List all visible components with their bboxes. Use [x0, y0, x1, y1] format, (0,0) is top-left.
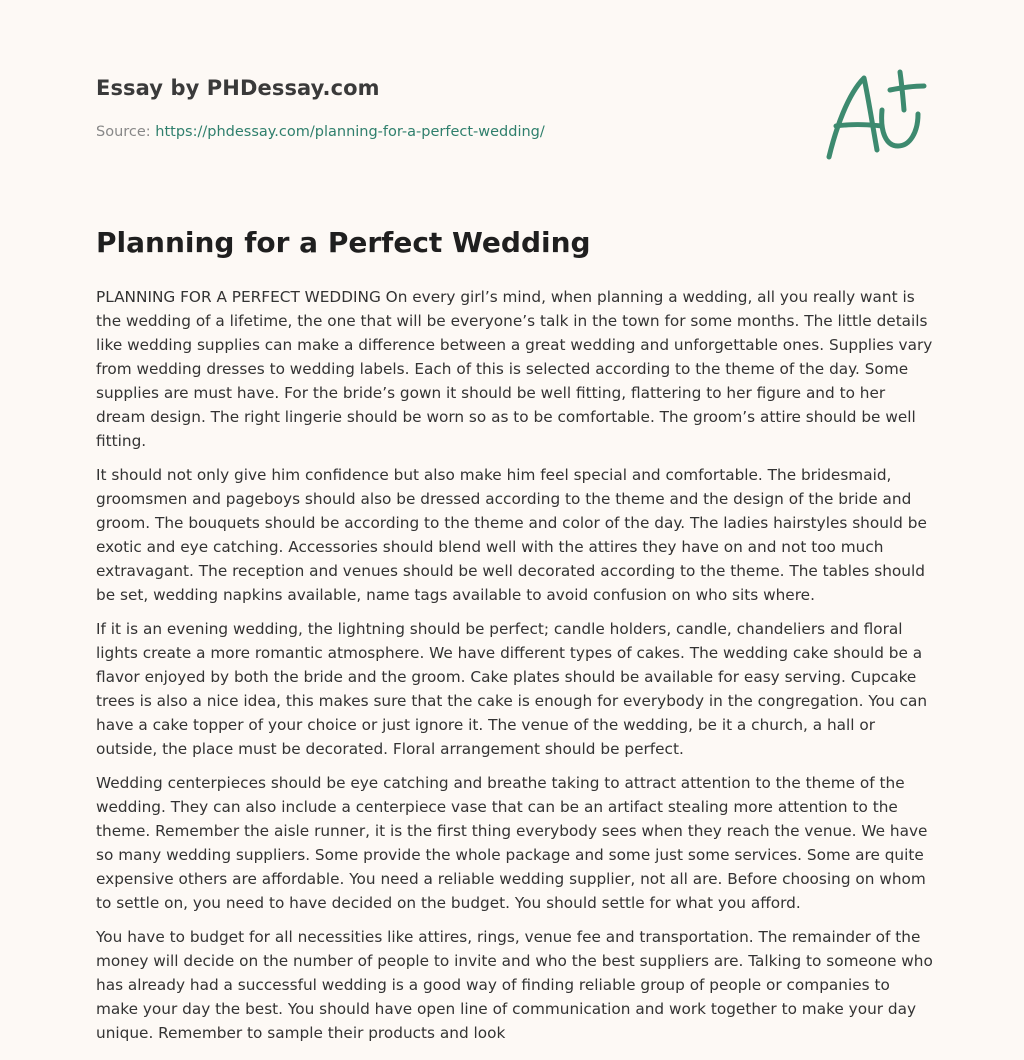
essay-title: Planning for a Perfect Wedding: [96, 226, 591, 259]
source-link[interactable]: https://phdessay.com/planning-for-a-perfect-wedding/: [155, 124, 545, 140]
essay-body: [96, 285, 934, 1055]
a-plus-logo-icon: [820, 66, 930, 166]
source-label: Source:: [96, 124, 151, 140]
essay-paragraph: Wedding centerpieces should be eye catching and breathe taking to attract attention to the theme of the wedding. They can also include a centerpiece vase that can be an artifact stealing more attention to the theme. Remember the aisle runner, it is the first thing everybody sees when they reach the venue. We have so many wedding suppliers. Some provide the whole package and some just some services. Some are quite expensive others are affordable. You need a reliable wedding supplier, not all are. Before choosing on whom to settle on, you need to have decided on the budget. You should settle for what you afford.: [96, 774, 928, 912]
essay-paragraph: You have to budget for all necessities like attires, rings, venue fee and transportation. The remainder of the money will decide on the number of people to invite and who the best suppliers are. Talking to someone who has already had a successful wedding is a good way of finding reliable group of people or companies to make your day the best. You should have open line of communication and work together to make your day unique. Remember to sample their products and look: [96, 928, 933, 1042]
source-line: [96, 124, 545, 140]
essay-paragraph: PLANNING FOR A PERFECT WEDDING On every girl’s mind, when planning a wedding, all you really want is the wedding of a lifetime, the one that will be everyone’s talk in the town for some months. The little details like wedding supplies can make a difference between a great wedding and unforgettable ones. Supplies vary from wedding dresses to wedding labels. Each of this is selected according to the theme of the day. Some supplies are must have. For the bride’s gown it should be well fitting, flattering to her figure and to her dream design. The right lingerie should be worn so as to be comfortable. The groom’s attire should be well fitting.: [96, 288, 933, 450]
brand-title: Essay by PHDessay.com: [96, 76, 380, 100]
essay-paragraph: If it is an evening wedding, the lightning should be perfect; candle holders, candle, chandeliers and floral lights create a more romantic atmosphere. We have different types of cakes. The wedding cake should be a flavor enjoyed by both the bride and the groom. Cake plates should be available for easy serving. Cupcake trees is also a nice idea, this makes sure that the cake is enough for everybody in the congregation. You can have a cake topper of your choice or just ignore it. The venue of the wedding, be it a church, a hall or outside, the place must be decorated. Floral arrangement should be perfect.: [96, 620, 928, 758]
essay-paragraph: It should not only give him confidence but also make him feel special and comfortable. The bridesmaid, groomsmen and pageboys should also be dressed according to the theme and the design of the bride and groom. The bouquets should be according to the theme and color of the day. The ladies hairstyles should be exotic and eye catching. Accessories should blend well with the attires they have on and not too much extravagant. The reception and venues should be well decorated according to the theme. The tables should be set, wedding napkins available, name tags available to avoid confusion on who sits where.: [96, 466, 927, 604]
